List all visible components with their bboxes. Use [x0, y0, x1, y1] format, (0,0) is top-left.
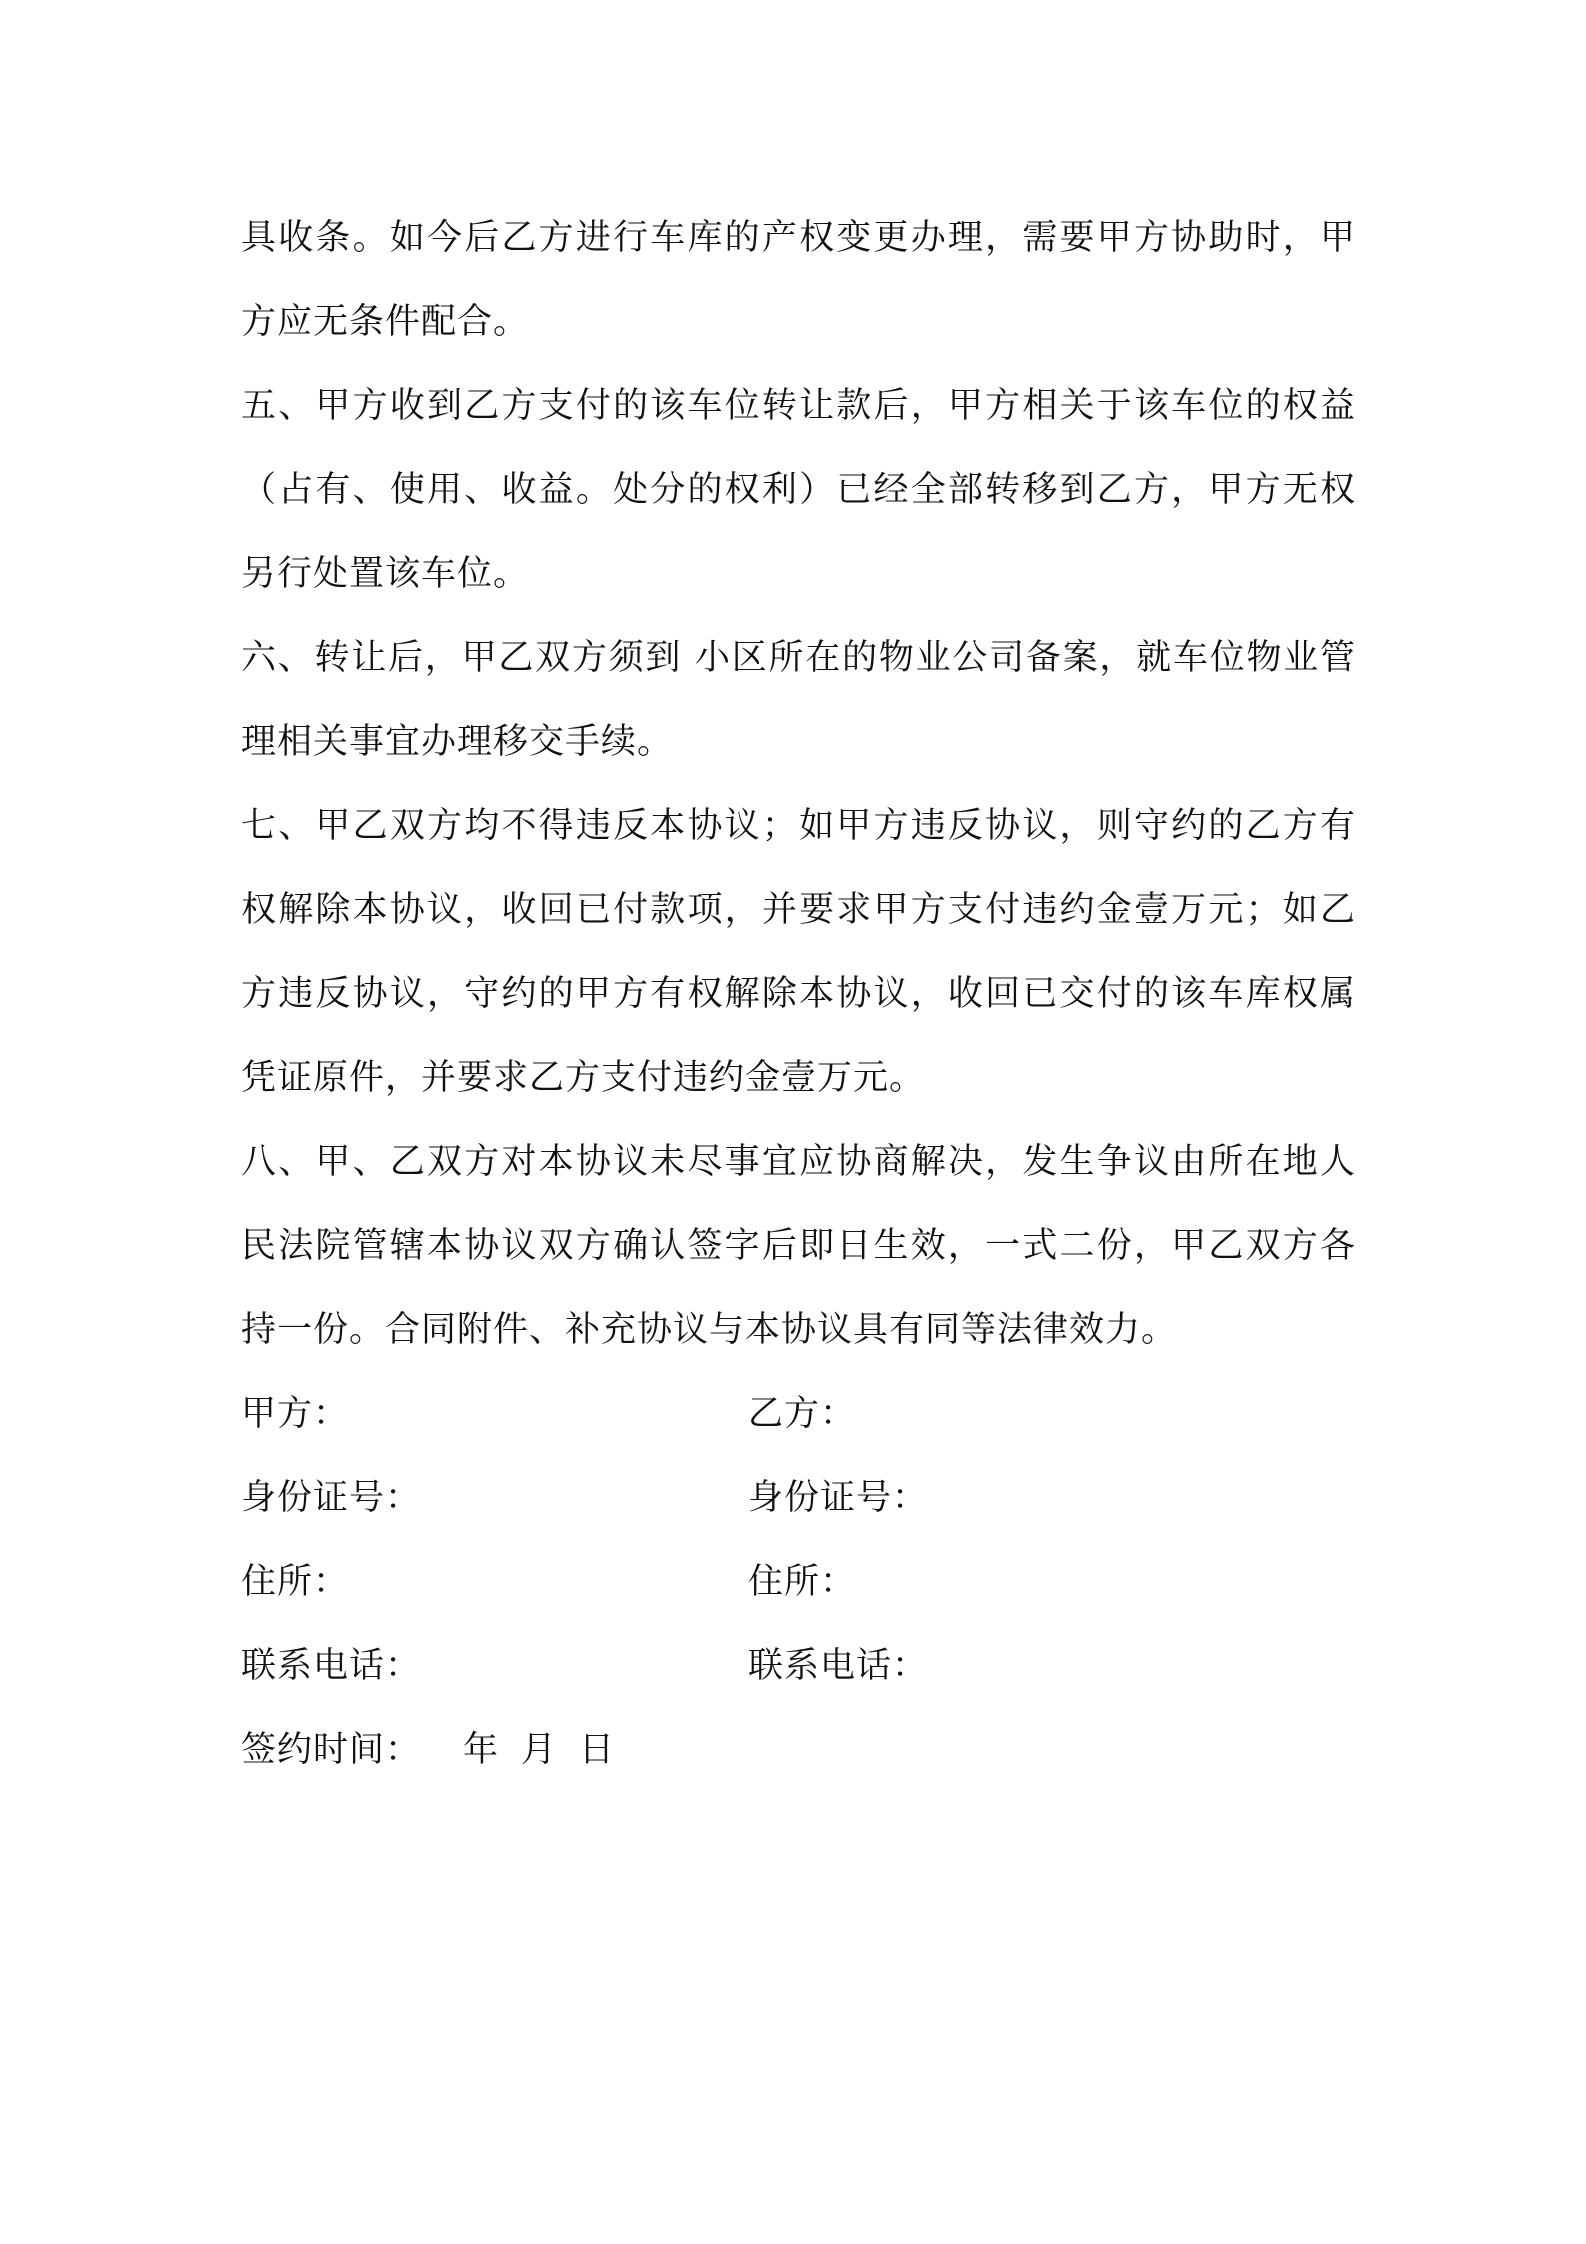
- party-b-label: 乙方：: [748, 1394, 857, 1434]
- signing-day-label: 日: [579, 1730, 616, 1770]
- signature-row-phone: [241, 1624, 1356, 1708]
- party-b-phone-label: 联系电话：: [748, 1646, 929, 1686]
- party-a-address-label: 住所：: [241, 1562, 350, 1602]
- signing-year-label: 年: [463, 1730, 500, 1770]
- signature-row-id: [241, 1456, 1356, 1540]
- party-a-id-label: 身份证号：: [241, 1478, 422, 1518]
- paragraph-clause-six: 六、转让后，甲乙双方须到 小区所在的物业公司备案，就车位物业管理相关事宜办理移交手续。: [241, 638, 1356, 762]
- party-a-phone-label: 联系电话：: [241, 1646, 422, 1686]
- signature-block: [241, 1372, 1356, 1792]
- paragraph-clause-eight: 八、甲、乙双方对本协议未尽事宜应协商解决，发生争议由所在地人民法院管辖本协议双方确认签字后即日生效，一式二份，甲乙双方各持一份。合同附件、补充协议与本协议具有同等法律效力。: [241, 1142, 1356, 1350]
- signature-row-party: [241, 1372, 1356, 1456]
- signing-date-row: [241, 1708, 1356, 1792]
- signature-row-address: [241, 1540, 1356, 1624]
- party-b-id-label: 身份证号：: [748, 1478, 929, 1518]
- party-a-label: 甲方：: [241, 1394, 350, 1434]
- paragraph-clause-five: 五、甲方收到乙方支付的该车位转让款后，甲方相关于该车位的权益（占有、使用、收益。处分的权利）已经全部转移到乙方，甲方无权另行处置该车位。: [241, 386, 1356, 594]
- paragraph-receipt-clause: 具收条。如今后乙方进行车库的产权变更办理，需要甲方协助时，甲方应无条件配合。: [241, 218, 1356, 342]
- document-body: [241, 196, 1356, 1792]
- paragraph-clause-seven: 七、甲乙双方均不得违反本协议；如甲方违反协议，则守约的乙方有权解除本协议，收回已付款项，并要求甲方支付违约金壹万元；如乙方违反协议，守约的甲方有权解除本协议，收回已交付的该车库权属凭证原件，并要求乙方支付违约金壹万元。: [241, 806, 1356, 1098]
- party-b-address-label: 住所：: [748, 1562, 857, 1602]
- signing-month-label: 月: [521, 1730, 558, 1770]
- signing-date-label: 签约时间：: [241, 1730, 422, 1770]
